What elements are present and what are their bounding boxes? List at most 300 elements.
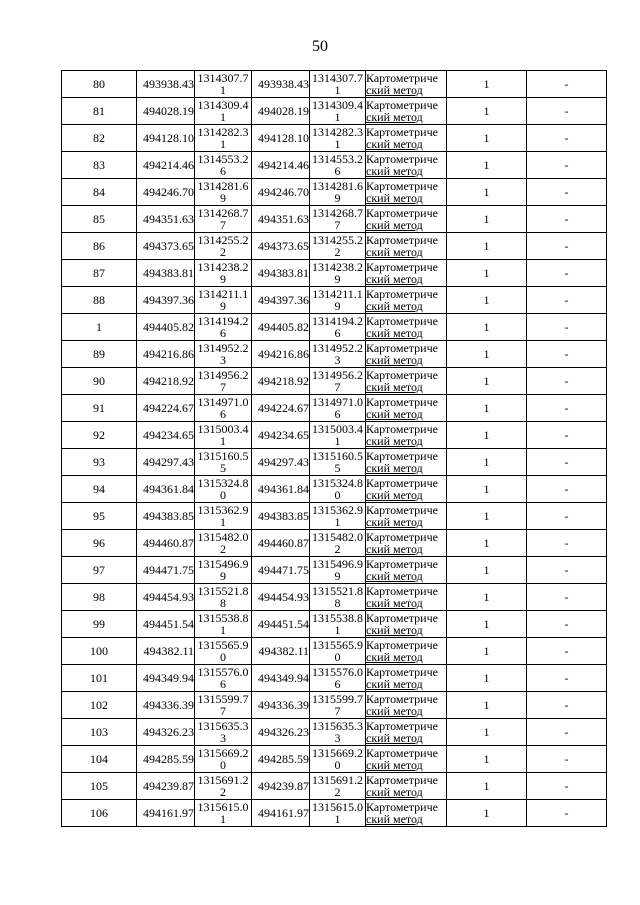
x-coordinate-2: 494451.54	[252, 611, 310, 638]
method-line-2: ский метод	[366, 515, 423, 529]
x-coordinate-2: 494405.82	[252, 314, 310, 341]
table-row	[62, 530, 607, 557]
method-line-2: ский метод	[366, 326, 423, 340]
y-coordinate-2: 1315521.88	[310, 584, 366, 611]
method-cell	[366, 773, 447, 800]
x-coordinate-2: 494460.87	[252, 530, 310, 557]
accuracy-cell: 1	[447, 746, 527, 773]
x-coordinate-2: 494326.23	[252, 719, 310, 746]
method-cell	[366, 152, 447, 179]
method-line-1: Картометриче	[366, 71, 438, 85]
x-coordinate-2: 494128.10	[252, 125, 310, 152]
x-coordinate: 494405.82	[137, 314, 195, 341]
x-coordinate-2: 494218.92	[252, 368, 310, 395]
x-coordinate: 494397.36	[137, 287, 195, 314]
y-coordinate-2: 1315599.77	[310, 692, 366, 719]
x-coordinate: 494224.67	[137, 395, 195, 422]
point-number: 83	[62, 152, 137, 179]
accuracy-cell: 1	[447, 287, 527, 314]
accuracy-cell: 1	[447, 692, 527, 719]
y-coordinate: 1315362.91	[195, 503, 252, 530]
x-coordinate: 494214.46	[137, 152, 195, 179]
accuracy-cell: 1	[447, 152, 527, 179]
table-row	[62, 71, 607, 98]
x-coordinate-2: 494234.65	[252, 422, 310, 449]
extra-cell: -	[527, 314, 607, 341]
method-line-1: Картометриче	[366, 557, 438, 571]
extra-cell: -	[527, 260, 607, 287]
y-coordinate: 1314282.31	[195, 125, 252, 152]
method-line-2: ский метод	[366, 191, 423, 205]
table-row	[62, 341, 607, 368]
point-number: 100	[62, 638, 137, 665]
table-row	[62, 206, 607, 233]
y-coordinate: 1314238.29	[195, 260, 252, 287]
point-number: 106	[62, 800, 137, 827]
point-number: 92	[62, 422, 137, 449]
y-coordinate-2: 1314553.26	[310, 152, 366, 179]
y-coordinate: 1315160.55	[195, 449, 252, 476]
method-line-2: ский метод	[366, 569, 423, 583]
extra-cell: -	[527, 233, 607, 260]
method-cell	[366, 233, 447, 260]
y-coordinate-2: 1315160.55	[310, 449, 366, 476]
page-number: 50	[312, 38, 328, 55]
x-coordinate: 494451.54	[137, 611, 195, 638]
method-cell	[366, 665, 447, 692]
table-row	[62, 611, 607, 638]
method-line-1: Картометриче	[366, 800, 438, 814]
x-coordinate: 494234.65	[137, 422, 195, 449]
table-row	[62, 665, 607, 692]
point-number: 85	[62, 206, 137, 233]
table-row	[62, 422, 607, 449]
method-line-1: Картометриче	[366, 179, 438, 193]
accuracy-cell: 1	[447, 584, 527, 611]
method-line-2: ский метод	[366, 650, 423, 664]
extra-cell: -	[527, 557, 607, 584]
method-cell	[366, 800, 447, 827]
method-cell	[366, 476, 447, 503]
x-coordinate: 494383.85	[137, 503, 195, 530]
method-line-1: Картометриче	[366, 395, 438, 409]
x-coordinate-2: 494224.67	[252, 395, 310, 422]
x-coordinate: 494336.39	[137, 692, 195, 719]
method-line-2: ский метод	[366, 245, 423, 259]
point-number: 1	[62, 314, 137, 341]
y-coordinate: 1315496.99	[195, 557, 252, 584]
accuracy-cell: 1	[447, 260, 527, 287]
method-cell	[366, 341, 447, 368]
method-line-2: ский метод	[366, 164, 423, 178]
point-number: 80	[62, 71, 137, 98]
accuracy-cell: 1	[447, 98, 527, 125]
y-coordinate-2: 1315576.06	[310, 665, 366, 692]
y-coordinate: 1315635.33	[195, 719, 252, 746]
table-row	[62, 503, 607, 530]
method-cell	[366, 692, 447, 719]
method-line-1: Картометриче	[366, 260, 438, 274]
y-coordinate-2: 1315362.91	[310, 503, 366, 530]
x-coordinate: 494373.65	[137, 233, 195, 260]
point-number: 99	[62, 611, 137, 638]
y-coordinate: 1314307.71	[195, 71, 252, 98]
method-cell	[366, 98, 447, 125]
y-coordinate-2: 1314238.29	[310, 260, 366, 287]
x-coordinate-2: 493938.43	[252, 71, 310, 98]
point-number: 94	[62, 476, 137, 503]
y-coordinate-2: 1315635.33	[310, 719, 366, 746]
method-line-2: ский метод	[366, 677, 423, 691]
table-row	[62, 746, 607, 773]
point-number: 88	[62, 287, 137, 314]
y-coordinate-2: 1314268.77	[310, 206, 366, 233]
accuracy-cell: 1	[447, 530, 527, 557]
table-row	[62, 125, 607, 152]
y-coordinate-2: 1314282.31	[310, 125, 366, 152]
method-line-1: Картометриче	[366, 125, 438, 139]
y-coordinate-2: 1315615.01	[310, 800, 366, 827]
extra-cell: -	[527, 773, 607, 800]
method-line-2: ский метод	[366, 488, 423, 502]
x-coordinate-2: 494246.70	[252, 179, 310, 206]
y-coordinate-2: 1315482.02	[310, 530, 366, 557]
accuracy-cell: 1	[447, 638, 527, 665]
y-coordinate: 1315576.06	[195, 665, 252, 692]
table-row	[62, 287, 607, 314]
method-line-1: Картометриче	[366, 638, 438, 652]
y-coordinate-2: 1314194.26	[310, 314, 366, 341]
method-cell	[366, 746, 447, 773]
table-row	[62, 260, 607, 287]
method-line-1: Картометриче	[366, 476, 438, 490]
table-row	[62, 692, 607, 719]
method-line-1: Картометриче	[366, 233, 438, 247]
extra-cell: -	[527, 395, 607, 422]
y-coordinate-2: 1315538.81	[310, 611, 366, 638]
method-line-2: ский метод	[366, 380, 423, 394]
y-coordinate-2: 1315565.90	[310, 638, 366, 665]
point-number: 103	[62, 719, 137, 746]
x-coordinate-2: 494454.93	[252, 584, 310, 611]
method-line-2: ский метод	[366, 353, 423, 367]
method-line-2: ский метод	[366, 218, 423, 232]
table-row	[62, 449, 607, 476]
y-coordinate: 1315482.02	[195, 530, 252, 557]
coordinates-table	[61, 70, 607, 827]
method-cell	[366, 638, 447, 665]
point-number: 93	[62, 449, 137, 476]
y-coordinate: 1314281.69	[195, 179, 252, 206]
accuracy-cell: 1	[447, 233, 527, 260]
method-cell	[366, 260, 447, 287]
accuracy-cell: 1	[447, 422, 527, 449]
method-line-2: ский метод	[366, 731, 423, 745]
x-coordinate: 494297.43	[137, 449, 195, 476]
x-coordinate: 494285.59	[137, 746, 195, 773]
extra-cell: -	[527, 152, 607, 179]
x-coordinate-2: 494382.11	[252, 638, 310, 665]
method-line-1: Картометриче	[366, 449, 438, 463]
extra-cell: -	[527, 692, 607, 719]
table-row	[62, 719, 607, 746]
point-number: 87	[62, 260, 137, 287]
point-number: 104	[62, 746, 137, 773]
y-coordinate-2: 1314309.41	[310, 98, 366, 125]
extra-cell: -	[527, 125, 607, 152]
method-cell	[366, 314, 447, 341]
point-number: 96	[62, 530, 137, 557]
method-line-2: ский метод	[366, 758, 423, 772]
x-coordinate-2: 494361.84	[252, 476, 310, 503]
point-number: 82	[62, 125, 137, 152]
method-cell	[366, 719, 447, 746]
x-coordinate-2: 494383.85	[252, 503, 310, 530]
method-cell	[366, 449, 447, 476]
extra-cell: -	[527, 341, 607, 368]
point-number: 95	[62, 503, 137, 530]
x-coordinate-2: 494383.81	[252, 260, 310, 287]
y-coordinate-2: 1314255.22	[310, 233, 366, 260]
y-coordinate-2: 1315324.80	[310, 476, 366, 503]
method-line-2: ский метод	[366, 137, 423, 151]
x-coordinate: 494349.94	[137, 665, 195, 692]
extra-cell: -	[527, 665, 607, 692]
method-line-2: ский метод	[366, 83, 423, 97]
x-coordinate-2: 494351.63	[252, 206, 310, 233]
accuracy-cell: 1	[447, 314, 527, 341]
table-row	[62, 584, 607, 611]
method-cell	[366, 395, 447, 422]
x-coordinate: 494218.92	[137, 368, 195, 395]
extra-cell: -	[527, 476, 607, 503]
y-coordinate: 1315599.77	[195, 692, 252, 719]
y-coordinate: 1314211.19	[195, 287, 252, 314]
accuracy-cell: 1	[447, 665, 527, 692]
accuracy-cell: 1	[447, 179, 527, 206]
y-coordinate: 1314194.26	[195, 314, 252, 341]
table-row	[62, 557, 607, 584]
table-row	[62, 395, 607, 422]
table-row	[62, 233, 607, 260]
extra-cell: -	[527, 368, 607, 395]
y-coordinate: 1315565.90	[195, 638, 252, 665]
extra-cell: -	[527, 584, 607, 611]
extra-cell: -	[527, 206, 607, 233]
accuracy-cell: 1	[447, 368, 527, 395]
point-number: 105	[62, 773, 137, 800]
x-coordinate: 494454.93	[137, 584, 195, 611]
method-cell	[366, 584, 447, 611]
method-line-2: ский метод	[366, 434, 423, 448]
table-row	[62, 638, 607, 665]
method-line-1: Картометриче	[366, 206, 438, 220]
point-number: 102	[62, 692, 137, 719]
y-coordinate-2: 1314952.23	[310, 341, 366, 368]
y-coordinate: 1315003.41	[195, 422, 252, 449]
x-coordinate-2: 494161.97	[252, 800, 310, 827]
x-coordinate-2: 494397.36	[252, 287, 310, 314]
method-cell	[366, 557, 447, 584]
table-row	[62, 152, 607, 179]
method-line-2: ский метод	[366, 596, 423, 610]
method-line-1: Картометриче	[366, 314, 438, 328]
method-cell	[366, 611, 447, 638]
accuracy-cell: 1	[447, 557, 527, 584]
x-coordinate: 494326.23	[137, 719, 195, 746]
y-coordinate: 1315538.81	[195, 611, 252, 638]
method-line-1: Картометриче	[366, 287, 438, 301]
table-row	[62, 476, 607, 503]
method-line-1: Картометриче	[366, 746, 438, 760]
x-coordinate: 494128.10	[137, 125, 195, 152]
point-number: 90	[62, 368, 137, 395]
y-coordinate: 1314309.41	[195, 98, 252, 125]
method-line-2: ский метод	[366, 785, 423, 799]
extra-cell: -	[527, 611, 607, 638]
method-cell	[366, 287, 447, 314]
table-row	[62, 368, 607, 395]
x-coordinate-2: 494214.46	[252, 152, 310, 179]
method-line-1: Картометриче	[366, 773, 438, 787]
extra-cell: -	[527, 179, 607, 206]
x-coordinate-2: 494285.59	[252, 746, 310, 773]
point-number: 101	[62, 665, 137, 692]
method-line-2: ский метод	[366, 623, 423, 637]
y-coordinate-2: 1315669.20	[310, 746, 366, 773]
extra-cell: -	[527, 422, 607, 449]
method-line-2: ский метод	[366, 461, 423, 475]
y-coordinate: 1314956.27	[195, 368, 252, 395]
accuracy-cell: 1	[447, 719, 527, 746]
x-coordinate-2: 494239.87	[252, 773, 310, 800]
extra-cell: -	[527, 638, 607, 665]
method-line-1: Картометриче	[366, 692, 438, 706]
method-line-1: Картометриче	[366, 719, 438, 733]
table-row	[62, 98, 607, 125]
x-coordinate: 494382.11	[137, 638, 195, 665]
x-coordinate-2: 494216.86	[252, 341, 310, 368]
method-line-2: ский метод	[366, 299, 423, 313]
accuracy-cell: 1	[447, 773, 527, 800]
y-coordinate-2: 1314211.19	[310, 287, 366, 314]
y-coordinate: 1315324.80	[195, 476, 252, 503]
accuracy-cell: 1	[447, 341, 527, 368]
method-line-1: Картометриче	[366, 422, 438, 436]
x-coordinate: 494216.86	[137, 341, 195, 368]
method-line-1: Картометриче	[366, 530, 438, 544]
accuracy-cell: 1	[447, 449, 527, 476]
method-line-2: ский метод	[366, 407, 423, 421]
x-coordinate: 494028.19	[137, 98, 195, 125]
accuracy-cell: 1	[447, 503, 527, 530]
method-cell	[366, 422, 447, 449]
accuracy-cell: 1	[447, 611, 527, 638]
x-coordinate: 494460.87	[137, 530, 195, 557]
x-coordinate: 494161.97	[137, 800, 195, 827]
accuracy-cell: 1	[447, 125, 527, 152]
y-coordinate-2: 1314281.69	[310, 179, 366, 206]
x-coordinate: 494246.70	[137, 179, 195, 206]
x-coordinate-2: 494471.75	[252, 557, 310, 584]
extra-cell: -	[527, 530, 607, 557]
y-coordinate-2: 1314971.06	[310, 395, 366, 422]
y-coordinate: 1315521.88	[195, 584, 252, 611]
x-coordinate-2: 494028.19	[252, 98, 310, 125]
method-cell	[366, 125, 447, 152]
y-coordinate-2: 1315691.22	[310, 773, 366, 800]
y-coordinate-2: 1315003.41	[310, 422, 366, 449]
extra-cell: -	[527, 449, 607, 476]
method-cell	[366, 179, 447, 206]
y-coordinate: 1314971.06	[195, 395, 252, 422]
accuracy-cell: 1	[447, 800, 527, 827]
method-line-2: ский метод	[366, 110, 423, 124]
x-coordinate: 494351.63	[137, 206, 195, 233]
y-coordinate: 1314952.23	[195, 341, 252, 368]
x-coordinate: 494383.81	[137, 260, 195, 287]
point-number: 97	[62, 557, 137, 584]
method-line-2: ский метод	[366, 542, 423, 556]
method-line-1: Картометриче	[366, 665, 438, 679]
x-coordinate-2: 494336.39	[252, 692, 310, 719]
method-line-1: Картометриче	[366, 98, 438, 112]
accuracy-cell: 1	[447, 206, 527, 233]
extra-cell: -	[527, 503, 607, 530]
x-coordinate-2: 494349.94	[252, 665, 310, 692]
y-coordinate: 1314553.26	[195, 152, 252, 179]
x-coordinate: 494471.75	[137, 557, 195, 584]
table-row	[62, 314, 607, 341]
accuracy-cell: 1	[447, 476, 527, 503]
method-line-1: Картометриче	[366, 611, 438, 625]
method-cell	[366, 71, 447, 98]
table-row	[62, 800, 607, 827]
point-number: 84	[62, 179, 137, 206]
y-coordinate: 1314255.22	[195, 233, 252, 260]
x-coordinate: 494361.84	[137, 476, 195, 503]
method-line-2: ский метод	[366, 704, 423, 718]
method-line-1: Картометриче	[366, 341, 438, 355]
method-cell	[366, 206, 447, 233]
point-number: 89	[62, 341, 137, 368]
accuracy-cell: 1	[447, 71, 527, 98]
extra-cell: -	[527, 287, 607, 314]
method-cell	[366, 530, 447, 557]
extra-cell: -	[527, 719, 607, 746]
method-line-1: Картометриче	[366, 368, 438, 382]
y-coordinate-2: 1314956.27	[310, 368, 366, 395]
y-coordinate: 1315615.01	[195, 800, 252, 827]
table-row	[62, 179, 607, 206]
y-coordinate-2: 1314307.71	[310, 71, 366, 98]
accuracy-cell: 1	[447, 395, 527, 422]
method-cell	[366, 368, 447, 395]
method-line-2: ский метод	[366, 272, 423, 286]
extra-cell: -	[527, 746, 607, 773]
y-coordinate: 1315669.20	[195, 746, 252, 773]
extra-cell: -	[527, 98, 607, 125]
table-row	[62, 773, 607, 800]
extra-cell: -	[527, 71, 607, 98]
y-coordinate: 1315691.22	[195, 773, 252, 800]
y-coordinate: 1314268.77	[195, 206, 252, 233]
x-coordinate: 493938.43	[137, 71, 195, 98]
point-number: 91	[62, 395, 137, 422]
y-coordinate-2: 1315496.99	[310, 557, 366, 584]
x-coordinate-2: 494297.43	[252, 449, 310, 476]
method-line-1: Картометриче	[366, 584, 438, 598]
